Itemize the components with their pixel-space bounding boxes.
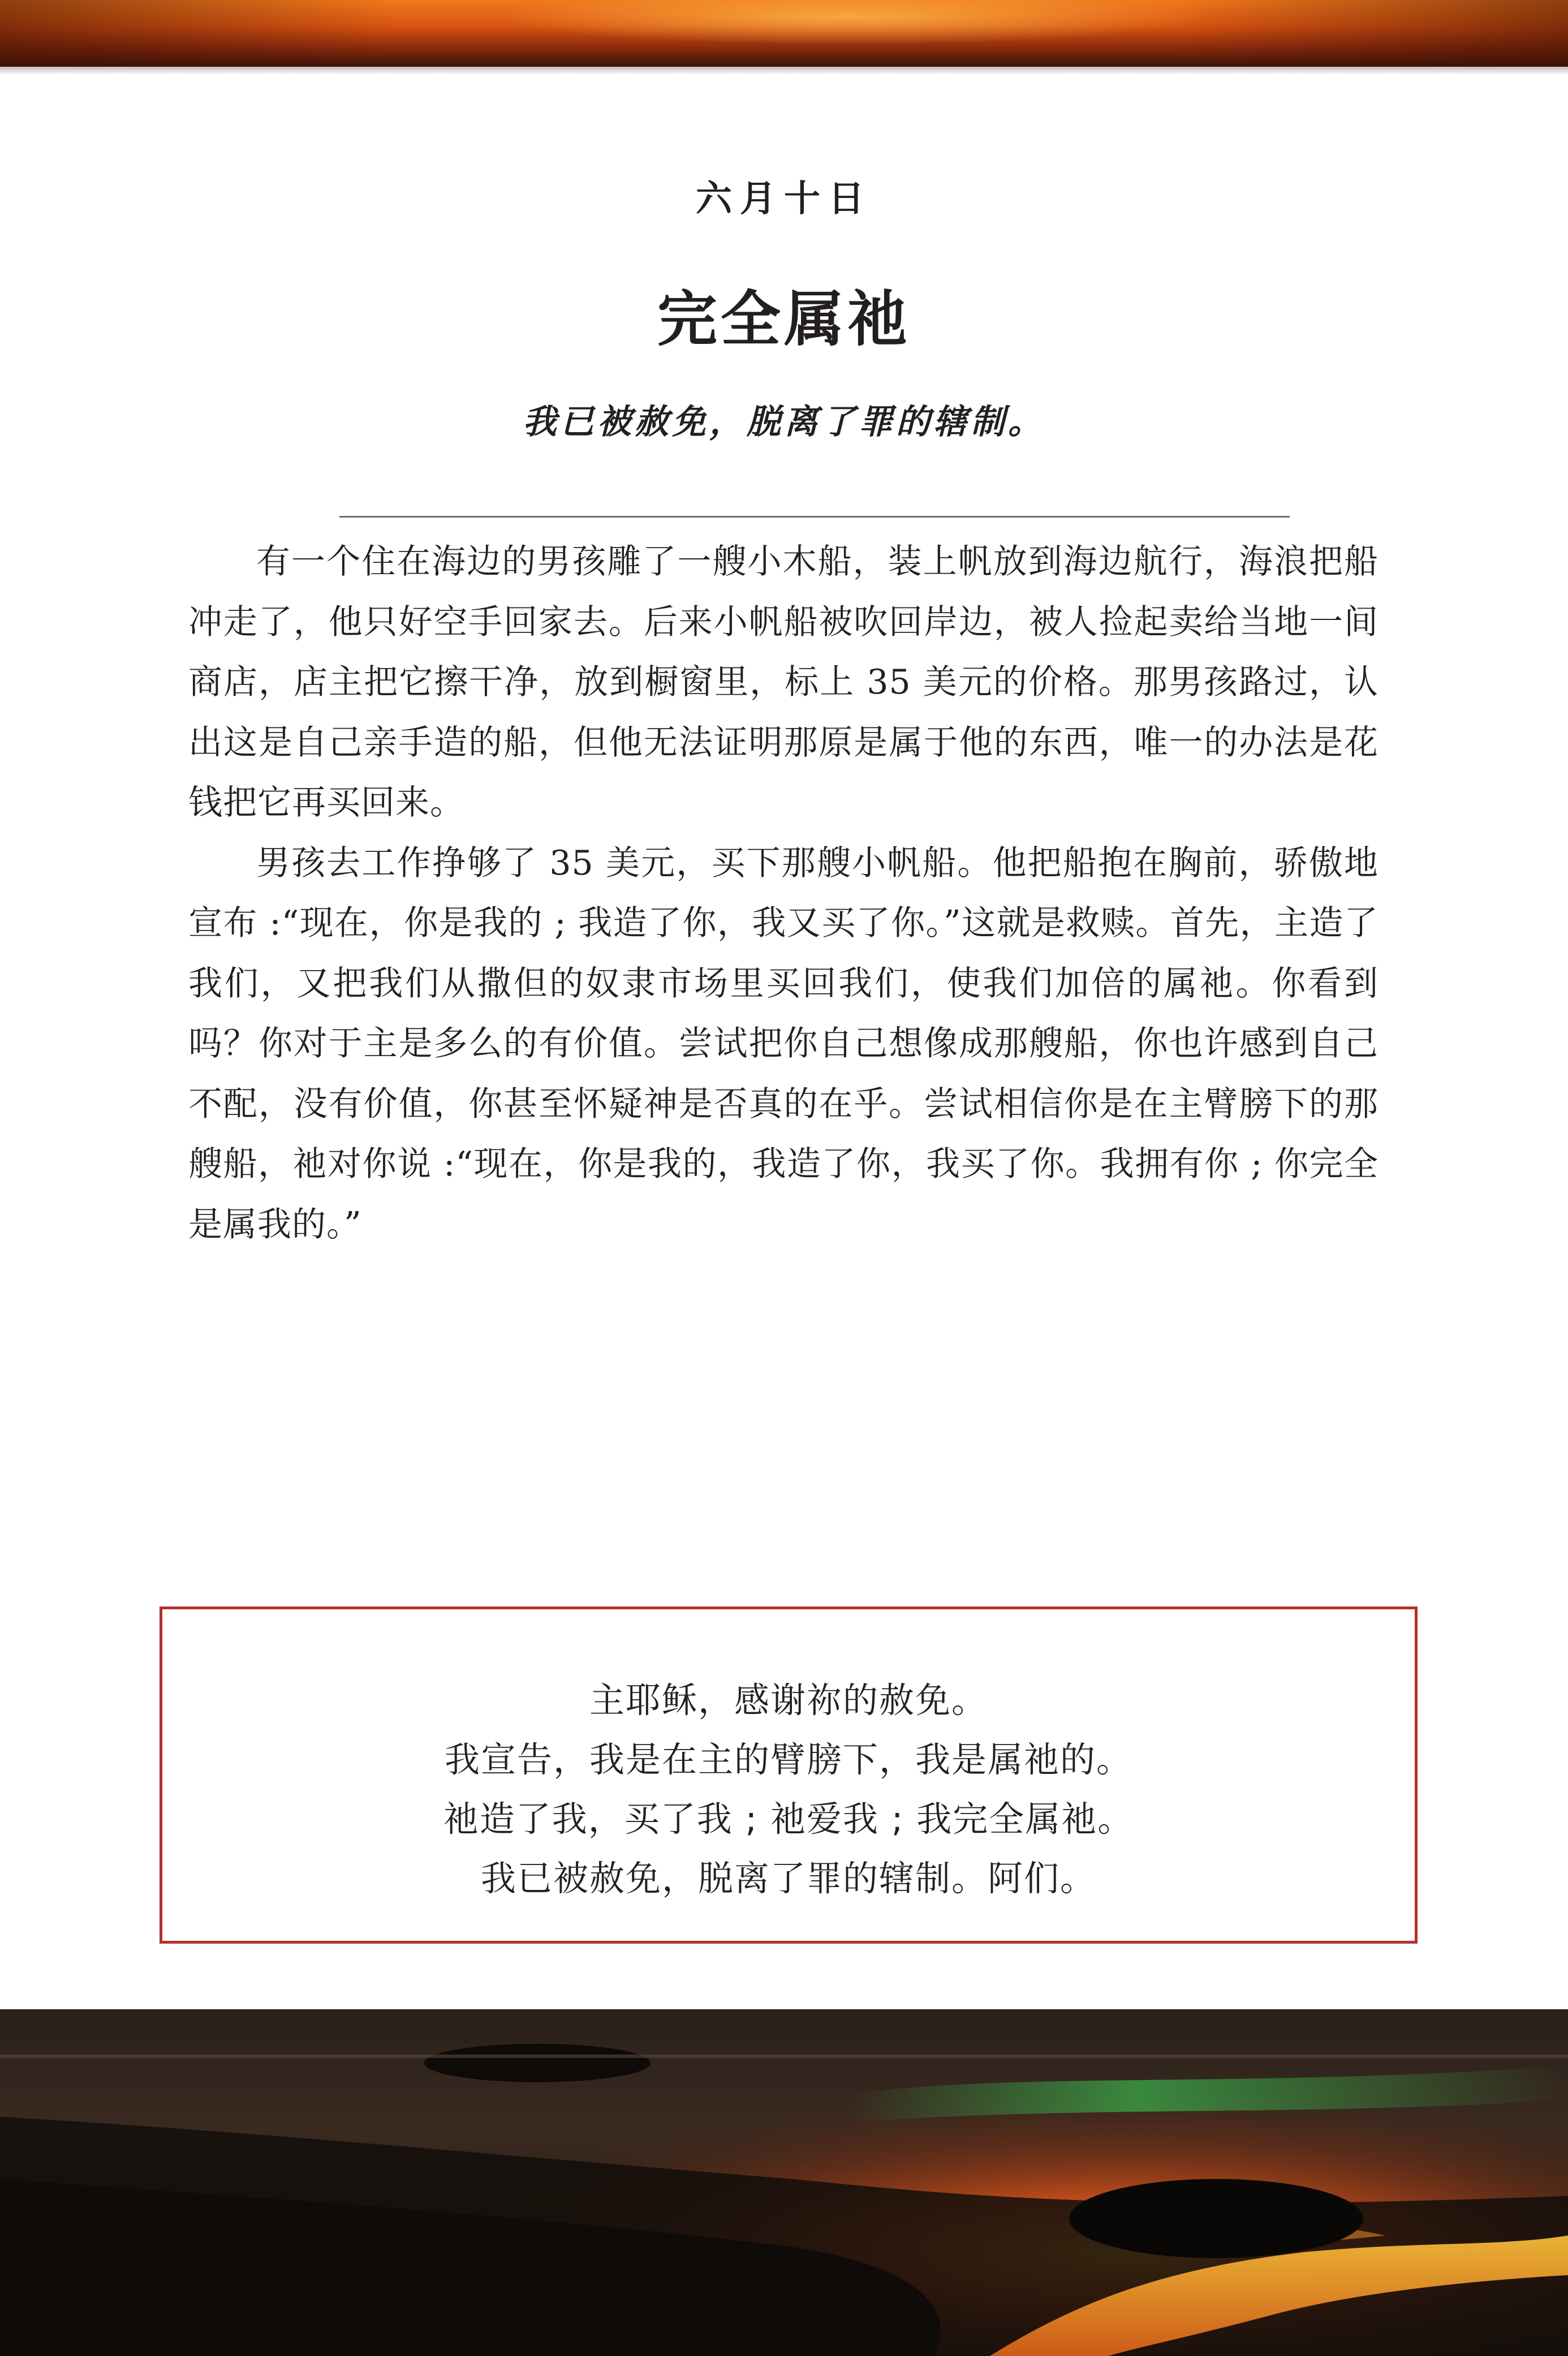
coastal-sunset-landscape — [0, 2009, 1568, 2356]
key-verse-subtitle: 我已被赦免，脱离了罪的辖制。 — [523, 402, 1045, 442]
distant-island — [424, 2044, 651, 2082]
title-divider — [339, 516, 1290, 518]
prayer-box — [160, 1606, 1418, 1944]
body-paragraph-1: 有一个住在海边的男孩雕了一艘小木船，装上帆放到海边航行，海浪把船冲走了，他只好空手回家去。后来小帆船被吹回岸边，被人捡起卖给当地一间商店，店主把它擦干净，放到橱窗里，标上 35 美元的价格。那男孩路过，认出这是自己亲手造的船，但他无法证明那原是属于他的东西，唯一的办法是花钱把它再买回来。 — [188, 542, 1379, 822]
prayer-text — [162, 1670, 1415, 1908]
devotional-body — [188, 532, 1379, 1255]
devotional-title: 完全属祂 — [657, 285, 911, 354]
prayer-line-2: 我宣告，我是在主的臂膀下，我是属祂的。 — [444, 1739, 1132, 1780]
shore-rock — [1069, 2179, 1363, 2258]
sunset-header-band — [0, 0, 1568, 67]
prayer-line-1: 主耶稣，感谢祢的赦免。 — [589, 1679, 988, 1721]
prayer-line-3: 祂造了我，买了我 ; 祂爱我 ; 我完全属祂。 — [443, 1798, 1134, 1840]
body-paragraph-2: 男孩去工作挣够了 35 美元，买下那艘小帆船。他把船抱在胸前，骄傲地宣布 :“现在，你是我的 ; 我造了你，我又买了你。”这就是救赎。首先，主造了我们，又把我们从撒但的奴隶市场里买回我们，使我们加倍的属祂。你看到吗？你对于主是多么的有价值。尝试把你自己想像成那艘船，你也许感到自己不配，没有价值，你甚至怀疑神是否真的在乎。尝试相信你是在主臂膀下的那艘船，祂对你说 :“现在，你是我的，我造了你，我买了你。我拥有你 ; 你完全是属我的。” — [188, 843, 1379, 1244]
prayer-line-4: 我已被赦免，脱离了罪的辖制。阿们。 — [480, 1858, 1096, 1899]
devotional-date: 六月十日 — [696, 178, 872, 220]
